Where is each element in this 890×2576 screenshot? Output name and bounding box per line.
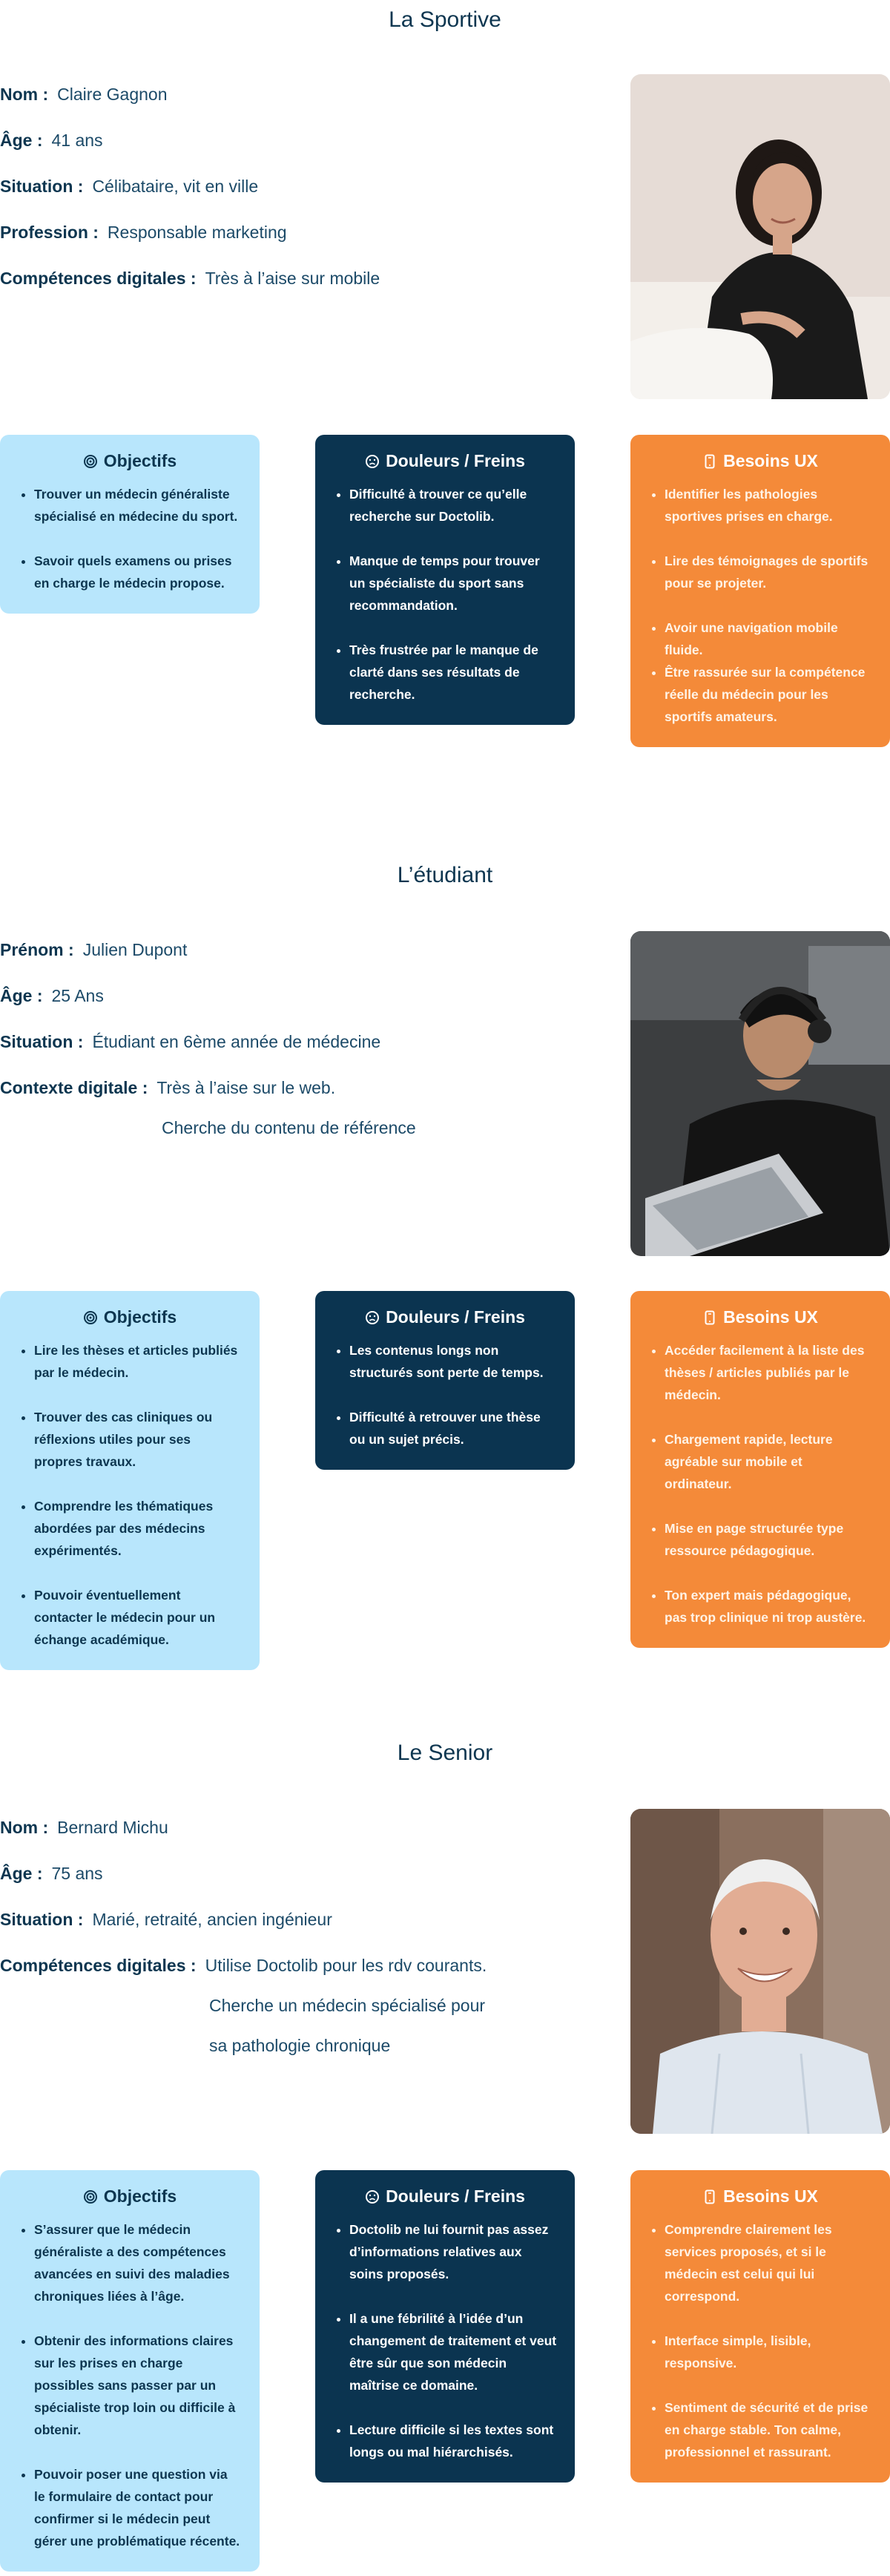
- field-digital-skills: [0, 1956, 487, 1976]
- field-label: Situation :: [0, 177, 84, 196]
- field-value: Très à l’aise sur le web.: [156, 1078, 336, 1097]
- card-header: [648, 2186, 872, 2207]
- field-value: Julien Dupont: [82, 940, 188, 959]
- field-value: Bernard Michu: [57, 1818, 168, 1837]
- list-item: • Lire des témoignages de sportifs pour se projeter.: [665, 550, 872, 594]
- sad-face-icon: [365, 1310, 380, 1325]
- field-value: 75 ans: [51, 1864, 103, 1883]
- field-digital-skills: [0, 269, 380, 289]
- card-title: Douleurs / Freins: [386, 2186, 525, 2206]
- field-digital-context: [0, 1078, 335, 1098]
- field-continuation: sa pathologie chronique: [209, 2036, 391, 2055]
- field-label: Âge :: [0, 986, 43, 1005]
- list-item: • Comprendre les thématiques abordées par des médecins expérimentés.: [34, 1495, 242, 1562]
- field-value: Étudiant en 6ème année de médecine: [92, 1032, 381, 1051]
- field-value: Utilise Doctolib pour les rdv courants.: [205, 1956, 487, 1975]
- pains-list: [333, 2218, 557, 2463]
- ux-needs-card: [630, 2170, 890, 2483]
- field-value: Claire Gagnon: [57, 85, 168, 104]
- list-item: • Difficulté à trouver ce qu’elle recherche sur Doctolib.: [349, 483, 557, 528]
- list-item: • Pouvoir poser une question via le formulaire de contact pour confirmer si le médecin peut gérer une problématique récente.: [34, 2463, 242, 2552]
- field-value: Marié, retraité, ancien ingénieur: [92, 1910, 332, 1929]
- persona-title: L’étudiant: [397, 863, 493, 887]
- target-icon: [83, 454, 98, 469]
- list-item: • Trouver un médecin généraliste spécialisé en médecine du sport.: [34, 483, 242, 528]
- sad-face-icon: [365, 454, 380, 469]
- field-label: Nom :: [0, 85, 49, 104]
- card-title: Objectifs: [103, 451, 177, 470]
- card-header: [18, 1307, 242, 1327]
- field-value: 41 ans: [51, 131, 103, 150]
- field-label: Profession :: [0, 223, 99, 242]
- objectives-list: [18, 2218, 242, 2552]
- field-label: Âge :: [0, 131, 43, 150]
- pains-list: [333, 483, 557, 706]
- field-age: [0, 1864, 103, 1884]
- list-item: • S’assurer que le médecin généraliste a des compétences avancées en suivi des maladies chroniques liées à l’âge.: [34, 2218, 242, 2307]
- field-value: Très à l’aise sur mobile: [205, 269, 380, 288]
- list-item: • Trouver des cas cliniques ou réflexions utiles pour ses propres travaux.: [34, 1406, 242, 1473]
- ux-list: [648, 483, 872, 728]
- list-item: • Sentiment de sécurité et de prise en charge stable. Ton calme, professionnel et rassurant.: [665, 2396, 872, 2463]
- card-title: Objectifs: [103, 1307, 177, 1327]
- target-icon: [83, 1310, 98, 1325]
- list-item: • Identifier les pathologies sportives prises en charge.: [665, 483, 872, 528]
- student-portrait-illustration: [630, 931, 890, 1256]
- field-value: 25 Ans: [51, 986, 104, 1005]
- list-item: • Manque de temps pour trouver un spécialiste du sport sans recommandation.: [349, 550, 557, 617]
- list-item: • Comprendre clairement les services proposés, et si le médecin est celui qui lui correspond.: [665, 2218, 872, 2307]
- field-label: Nom :: [0, 1818, 49, 1837]
- card-header: [18, 451, 242, 471]
- pains-card: [315, 2170, 575, 2483]
- list-item: • Obtenir des informations claires sur les prises en charge possibles sans passer par un spécialiste trop loin ou difficile à obtenir.: [34, 2330, 242, 2441]
- woman-portrait-illustration: [630, 74, 890, 399]
- field-name: [0, 1818, 168, 1838]
- field-situation: [0, 1032, 380, 1052]
- objectives-list: [18, 483, 242, 594]
- ux-list: [648, 1339, 872, 1629]
- pains-card: [315, 435, 575, 725]
- card-header: [333, 1307, 557, 1327]
- list-item: • Difficulté à retrouver une thèse ou un sujet précis.: [349, 1406, 557, 1450]
- card-title: Besoins UX: [723, 1307, 818, 1327]
- list-item: • Interface simple, lisible, responsive.: [665, 2330, 872, 2374]
- field-age: [0, 131, 103, 151]
- objectives-card: [0, 2170, 260, 2572]
- mobile-icon: [702, 2189, 717, 2204]
- list-item: • Avoir une navigation mobile fluide.: [665, 617, 872, 661]
- list-item: • Mise en page structurée type ressource pédagogique.: [665, 1517, 872, 1562]
- objectives-card: [0, 1291, 260, 1670]
- card-title: Besoins UX: [723, 2186, 818, 2206]
- field-continuation: Cherche du contenu de référence: [162, 1118, 416, 1137]
- card-header: [333, 451, 557, 471]
- card-title: Douleurs / Freins: [386, 1307, 525, 1327]
- list-item: • Lire les thèses et articles publiés par le médecin.: [34, 1339, 242, 1384]
- field-label: Situation :: [0, 1910, 84, 1929]
- field-label: Prénom :: [0, 940, 74, 959]
- list-item: • Pouvoir éventuellement contacter le médecin pour un échange académique.: [34, 1584, 242, 1651]
- card-header: [648, 1307, 872, 1327]
- card-header: [333, 2186, 557, 2207]
- field-profession: [0, 223, 287, 243]
- persona-title: Le Senior: [397, 1741, 493, 1765]
- field-value: Célibataire, vit en ville: [92, 177, 259, 196]
- field-label: Âge :: [0, 1864, 43, 1883]
- list-item: • Être rassurée sur la compétence réelle du médecin pour les sportifs amateurs.: [665, 661, 872, 728]
- mobile-icon: [702, 454, 717, 469]
- field-continuation: Cherche un médecin spécialisé pour: [209, 1996, 486, 2015]
- list-item: • Doctolib ne lui fournit pas assez d’informations relatives aux soins proposés.: [349, 2218, 557, 2285]
- pains-list: [333, 1339, 557, 1450]
- field-value: Responsable marketing: [107, 223, 287, 242]
- target-icon: [83, 2189, 98, 2204]
- list-item: • Chargement rapide, lecture agréable sur mobile et ordinateur.: [665, 1428, 872, 1495]
- persona-photo: [630, 74, 890, 399]
- list-item: • Il a une fébrilité à l’idée d’un changement de traitement et veut être sûr que son médecin maîtrise ce domaine.: [349, 2307, 557, 2396]
- card-title: Besoins UX: [723, 451, 818, 470]
- ux-list: [648, 2218, 872, 2463]
- persona-title: La Sportive: [389, 7, 501, 32]
- field-label: Compétences digitales :: [0, 269, 197, 288]
- pains-card: [315, 1291, 575, 1470]
- list-item: • Les contenus longs non structurés sont perte de temps.: [349, 1339, 557, 1384]
- field-situation: [0, 1910, 332, 1930]
- objectives-list: [18, 1339, 242, 1651]
- list-item: • Lecture difficile si les textes sont longs ou mal hiérarchisés.: [349, 2419, 557, 2463]
- list-item: • Savoir quels examens ou prises en charge le médecin propose.: [34, 550, 242, 594]
- card-title: Douleurs / Freins: [386, 451, 525, 470]
- field-label: Situation :: [0, 1032, 84, 1051]
- persona-photo: [630, 931, 890, 1256]
- card-title: Objectifs: [103, 2186, 177, 2206]
- field-firstname: [0, 940, 187, 960]
- field-age: [0, 986, 104, 1006]
- field-name: [0, 85, 167, 105]
- list-item: • Accéder facilement à la liste des thèses / articles publiés par le médecin.: [665, 1339, 872, 1406]
- list-item: • Ton expert mais pédagogique, pas trop clinique ni trop austère.: [665, 1584, 872, 1629]
- ux-needs-card: [630, 1291, 890, 1648]
- persona-photo: [630, 1809, 890, 2134]
- card-header: [18, 2186, 242, 2207]
- field-label: Compétences digitales :: [0, 1956, 197, 1975]
- senior-portrait-illustration: [630, 1809, 890, 2134]
- ux-needs-card: [630, 435, 890, 747]
- objectives-card: [0, 435, 260, 614]
- mobile-icon: [702, 1310, 717, 1325]
- list-item: • Très frustrée par le manque de clarté dans ses résultats de recherche.: [349, 639, 557, 706]
- field-situation: [0, 177, 258, 197]
- field-label: Contexte digitale :: [0, 1078, 148, 1097]
- card-header: [648, 451, 872, 471]
- sad-face-icon: [365, 2189, 380, 2204]
